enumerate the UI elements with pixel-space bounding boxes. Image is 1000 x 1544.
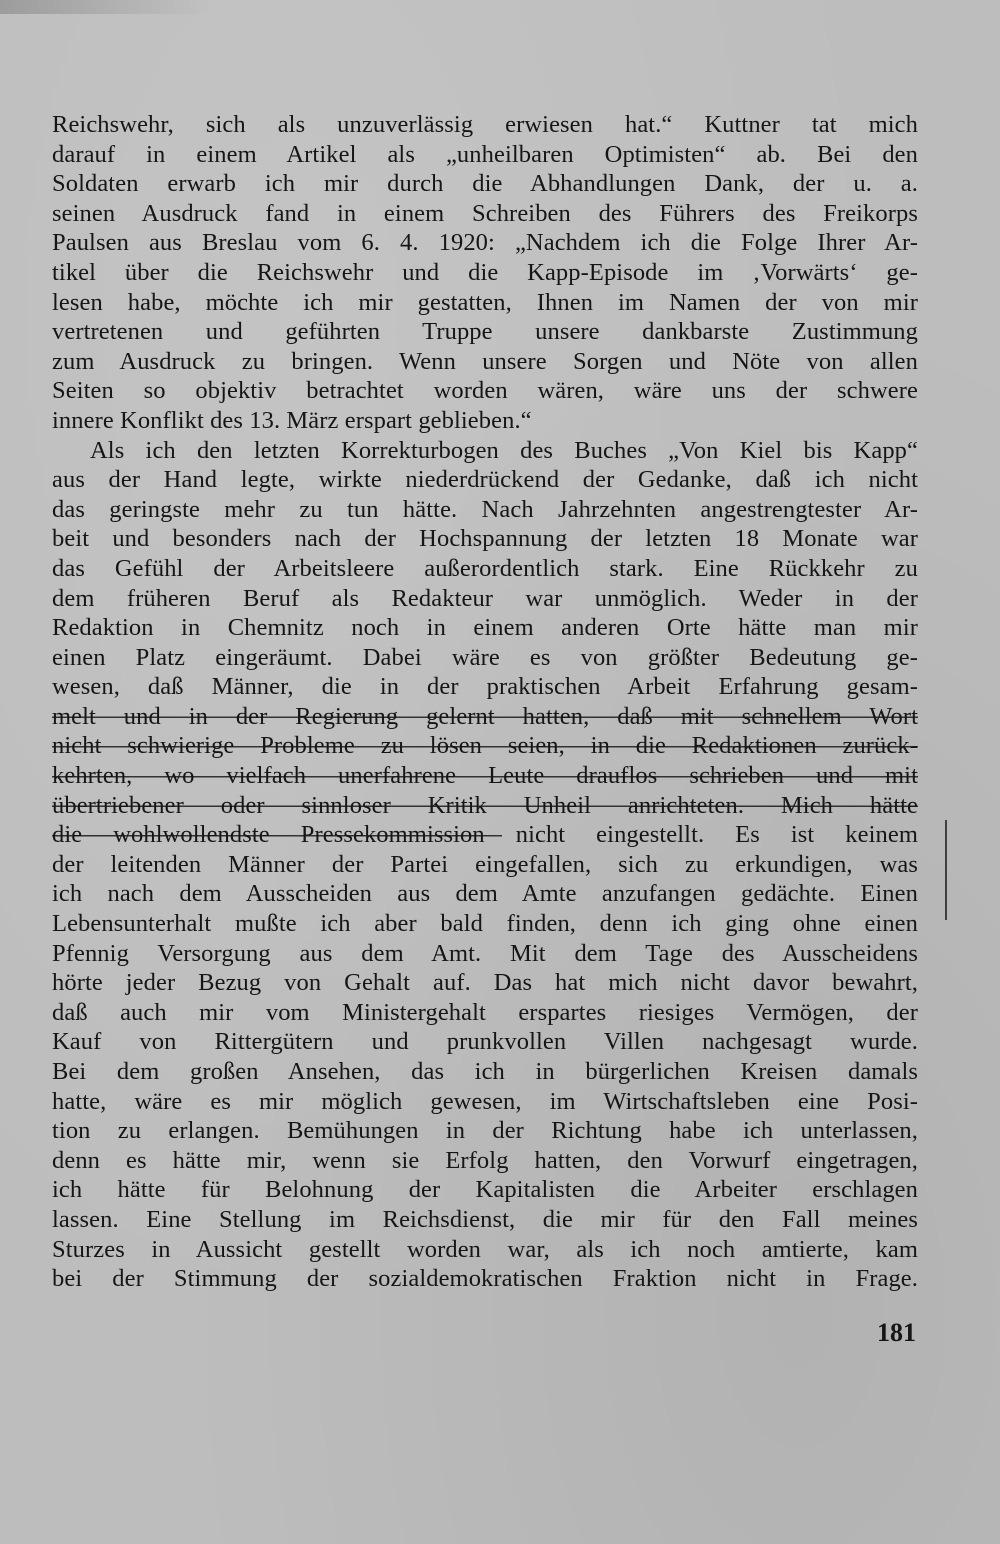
struck-through-line: melt und in der Regierung gelernt hatten, daß mit schnellem Wort — [52, 702, 918, 730]
text-line: Kauf von Rittergütern und prunkvollen Villen nachgesagt wurde. — [52, 1028, 918, 1056]
text-line: denn es hätte mir, wenn sie Erfolg hatten, den Vorwurf eingetragen, — [52, 1146, 918, 1174]
text-line: zum Ausdruck zu bringen. Wenn unsere Sorgen und Nöte von allen — [52, 347, 918, 375]
text-line: einen Platz eingeräumt. Dabei wäre es von größter Bedeutung ge- — [52, 643, 918, 671]
text-line: tion zu erlangen. Bemühungen in der Richtung habe ich unterlassen, — [52, 1117, 918, 1145]
text-line: bei der Stimmung der sozialdemokratischen Fraktion nicht in Frage. — [52, 1265, 918, 1293]
text-line: Lebensunterhalt mußte ich aber bald finden, denn ich ging ohne einen — [52, 910, 918, 938]
text-line: Pfennig Versorgung aus dem Amt. Mit dem Tage des Ausscheidens — [52, 939, 918, 967]
text-line: lesen habe, möchte ich mir gestatten, Ihnen im Namen der von mir — [52, 288, 918, 316]
text-line: das geringste mehr zu tun hätte. Nach Jahrzehnten angestrengtester Ar- — [52, 495, 918, 523]
text-line: Sturzes in Aussicht gestellt worden war, als ich noch amtierte, kam — [52, 1235, 918, 1263]
text-line: hatte, wäre es mir möglich gewesen, im Wirtschaftsleben eine Posi- — [52, 1087, 918, 1115]
text-line: vertretenen und geführten Truppe unsere dankbarste Zustimmung — [52, 318, 918, 346]
text-line: Reichswehr, sich als unzuverlässig erwiesen hat.“ Kuttner tat mich — [52, 111, 918, 138]
margin-pencil-mark — [945, 820, 947, 920]
struck-through-line: nicht schwierige Probleme zu lösen seien, in die Redaktionen zurück- — [52, 732, 918, 760]
struck-through-line: kehrten, wo vielfach unerfahrene Leute drauflos schrieben und mit — [52, 762, 918, 790]
text-line: wesen, daß Männer, die in der praktischen Arbeit Erfahrung gesam- — [52, 673, 918, 701]
text-line: Redaktion in Chemnitz noch in einem anderen Orte hätte man mir — [52, 614, 918, 642]
struck-through-line: übertriebener oder sinnloser Kritik Unheil anrichteten. Mich hätte — [52, 791, 918, 819]
text-line: innere Konflikt des 13. März erspart geblieben.“ — [52, 406, 532, 434]
text-line: ich nach dem Ausscheiden aus dem Amte anzufangen gedächte. Einen — [52, 880, 918, 908]
paragraph-start-line: Als ich den letzten Korrekturbogen des Buches „Von Kiel bis Kapp“ — [90, 436, 918, 464]
text-line: tikel über die Reichswehr und die Kapp-Episode im ‚Vorwärts‘ ge- — [52, 258, 918, 286]
page-number: 181 — [877, 1318, 916, 1347]
text-line: Soldaten erwarb ich mir durch die Abhandlungen Dank, der u. a. — [52, 170, 918, 198]
text-line: hörte jeder Bezug von Gehalt auf. Das hat mich nicht davor bewahrt, — [52, 969, 918, 997]
text-line: der leitenden Männer der Partei eingefallen, sich zu erkundigen, was — [52, 850, 918, 878]
body-text — [52, 110, 918, 1294]
text-line: Seiten so objektiv betrachtet worden wären, wäre uns der schwere — [52, 377, 918, 405]
text-line: lassen. Eine Stellung im Reichsdienst, die mir für den Fall meines — [52, 1205, 918, 1233]
text-line: das Gefühl der Arbeitsleere außerordentlich stark. Eine Rückkehr zu — [52, 554, 918, 582]
text-line: Paulsen aus Breslau vom 6. 4. 1920: „Nachdem ich die Folge Ihrer Ar- — [52, 229, 918, 257]
text-line: darauf in einem Artikel als „unheilbaren Optimisten“ ab. Bei den — [52, 140, 918, 168]
text-line: dem früheren Beruf als Redakteur war unmöglich. Weder in der — [52, 584, 918, 612]
struck-through-line: die wohlwollendste Pressekommission nicht eingestellt. Es ist keinem — [52, 821, 918, 849]
text-line: beit und besonders nach der Hochspannung der letzten 18 Monate war — [52, 525, 918, 553]
text-line: aus der Hand legte, wirkte niederdrückend der Gedanke, daß ich nicht — [52, 466, 918, 494]
text-line: Bei dem großen Ansehen, das ich in bürgerlichen Kreisen damals — [52, 1058, 918, 1085]
scan-smudge — [0, 0, 210, 14]
text-line: seinen Ausdruck fand in einem Schreiben des Führers des Freikorps — [52, 199, 918, 227]
text-line: ich hätte für Belohnung der Kapitalisten die Arbeiter erschlagen — [52, 1176, 918, 1204]
text-line: daß auch mir vom Ministergehalt erspartes riesiges Vermögen, der — [52, 998, 918, 1026]
